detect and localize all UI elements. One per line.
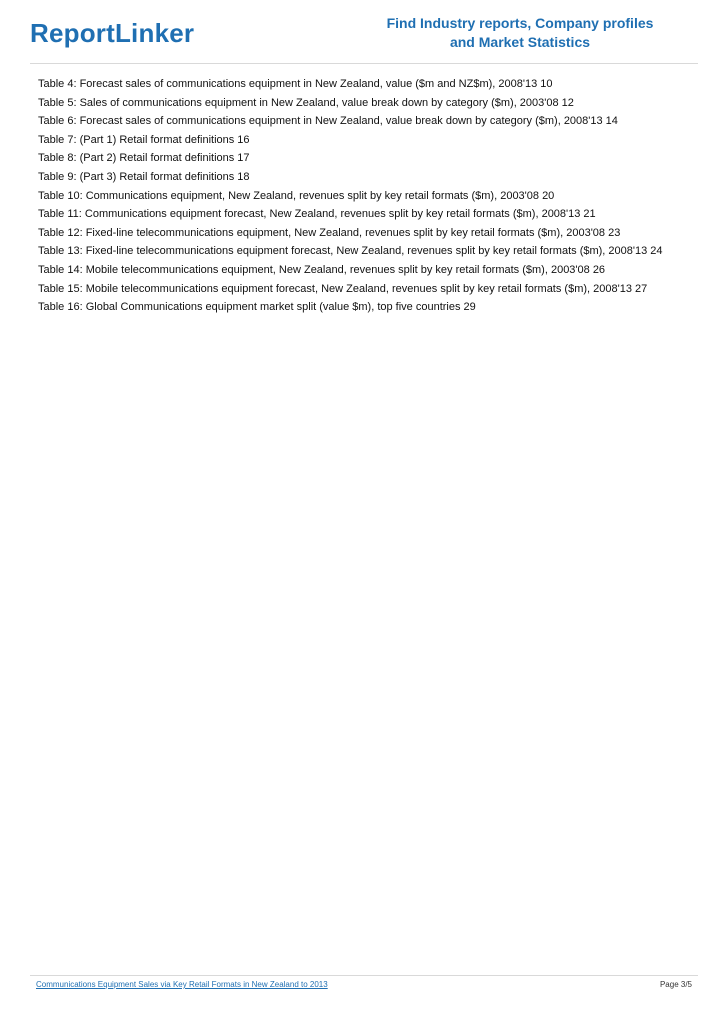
reportlinker-logo[interactable]: ReportLinker <box>30 18 195 48</box>
tagline-line-2: and Market Statistics <box>449 34 591 50</box>
tagline-line-1: Find Industry reports, Company profiles <box>386 15 654 31</box>
toc-item: Table 12: Fixed-line telecommunications equipment, New Zealand, revenues split by key retail formats ($m), 2003'08 23 <box>38 226 621 239</box>
report-title-link[interactable]: Communications Equipment Sales via Key Retail Formats in New Zealand to 2013 <box>36 980 328 989</box>
toc-item: Table 14: Mobile telecommunications equipment, New Zealand, revenues split by key retail formats ($m), 2003'08 26 <box>38 263 606 276</box>
footer-divider <box>30 975 698 976</box>
toc-item: Table 7: (Part 1) Retail format definitions 16 <box>38 133 250 146</box>
page-number: Page 3/5 <box>659 980 692 989</box>
toc-item: Table 13: Fixed-line telecommunications equipment forecast, New Zealand, revenues split by key retail formats ($m), 2008'13 24 <box>38 245 663 258</box>
header-tagline <box>370 14 670 52</box>
toc-item: Table 15: Mobile telecommunications equipment forecast, New Zealand, revenues split by key retail formats ($m), 2008'13 27 <box>38 282 648 295</box>
toc-item: Table 11: Communications equipment forecast, New Zealand, revenues split by key retail formats ($m), 2008'13 21 <box>38 208 596 221</box>
toc-item: Table 16: Global Communications equipment market split (value $m), top five countries 29 <box>38 301 476 314</box>
toc-item: Table 8: (Part 2) Retail format definitions 17 <box>38 152 250 165</box>
toc-item: Table 4: Forecast sales of communications equipment in New Zealand, value ($m and NZ$m), 2008'13 10 <box>38 78 553 90</box>
table-of-contents-list <box>38 75 698 317</box>
toc-item: Table 6: Forecast sales of communications equipment in New Zealand, value break down by category ($m), 2008'13 14 <box>38 115 618 128</box>
page-header <box>0 0 728 70</box>
toc-item: Table 5: Sales of communications equipment in New Zealand, value break down by category ($m), 2003'08 12 <box>38 96 574 109</box>
toc-item: Table 10: Communications equipment, New Zealand, revenues split by key retail formats ($m), 2003'08 20 <box>38 189 555 202</box>
header-divider <box>30 63 698 64</box>
toc-item: Table 9: (Part 3) Retail format definitions 18 <box>38 170 250 183</box>
